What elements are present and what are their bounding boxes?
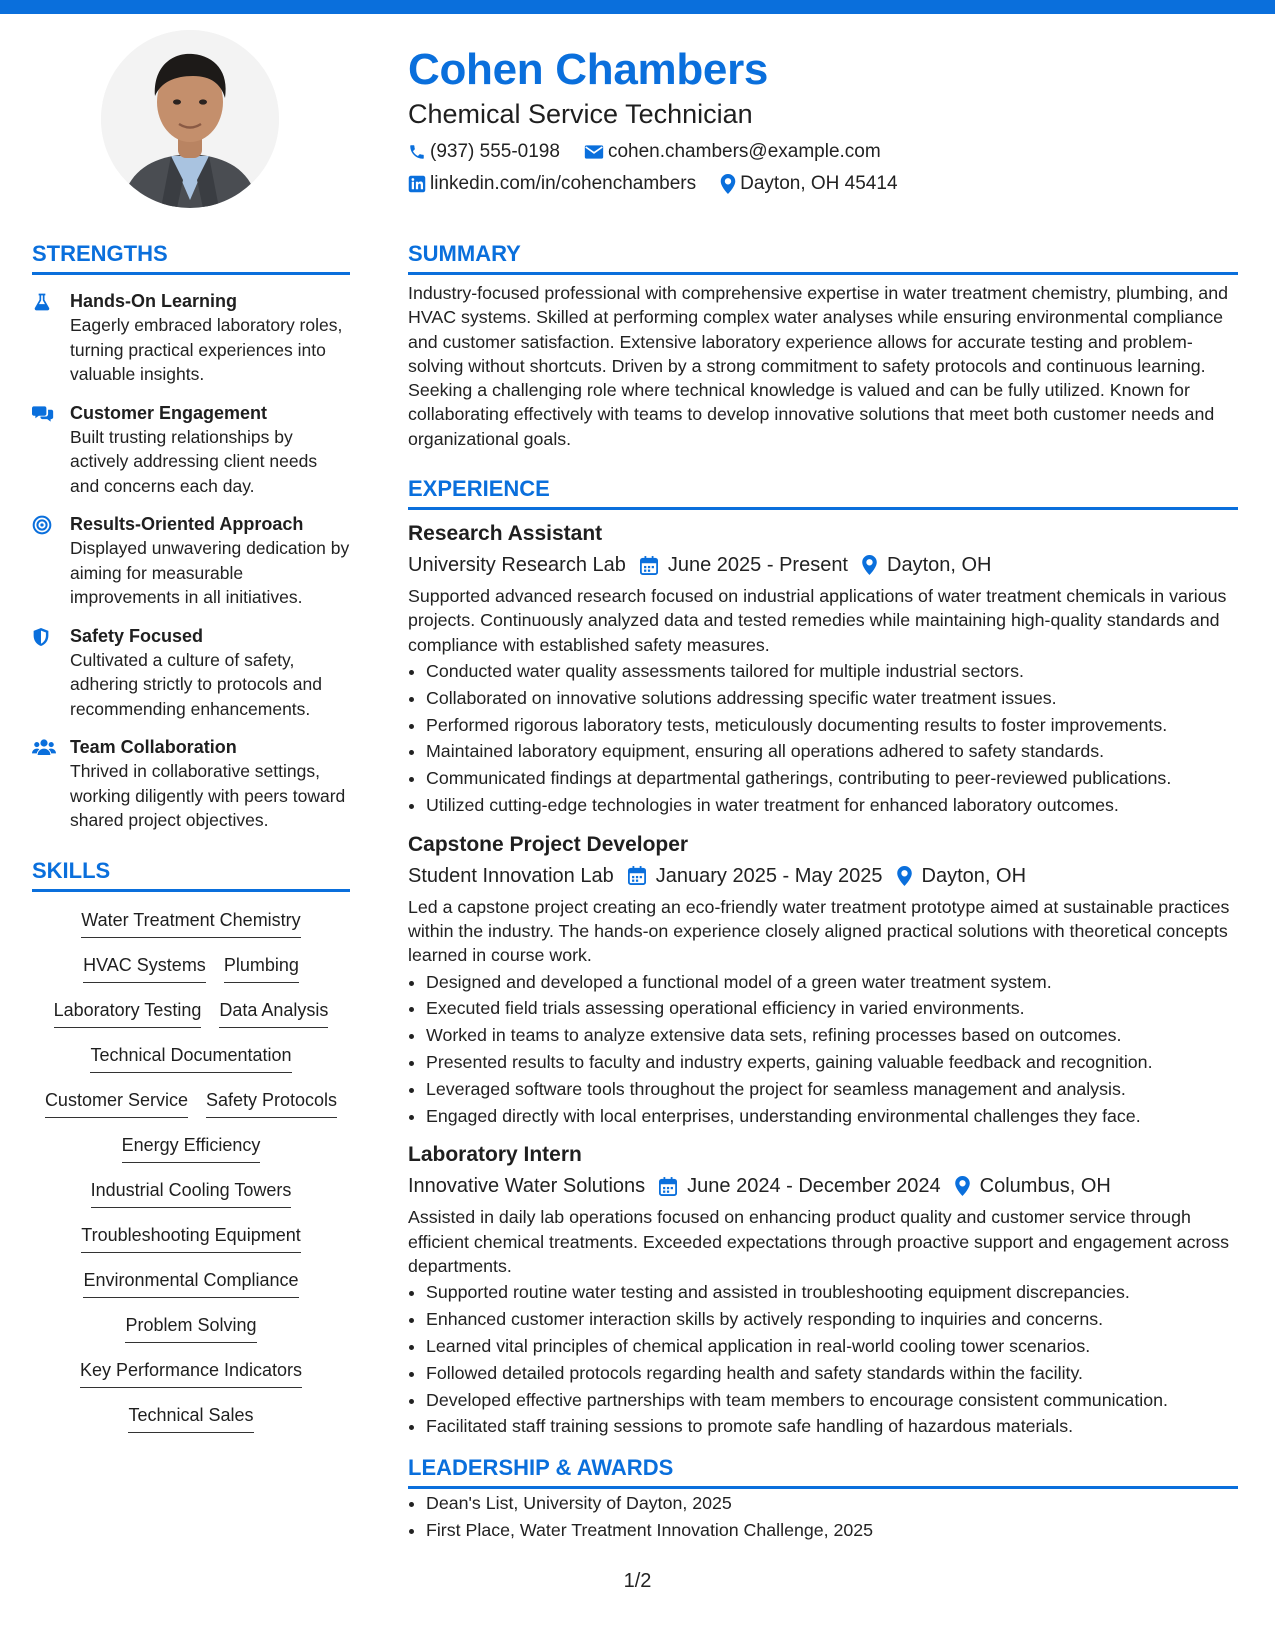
strength-desc: Displayed unwavering dedication by aiming for measurable improvements in all initiatives. [70, 538, 350, 607]
skill-row [32, 998, 350, 1043]
page-number: 1/2 [623, 1570, 652, 1592]
job-bullets [408, 969, 1238, 1130]
skill-tag: Plumbing [224, 953, 299, 983]
job-location [897, 861, 1026, 891]
strength-title: Team Collaboration [70, 737, 237, 757]
job-location [862, 550, 991, 580]
job-entry [408, 1141, 1238, 1440]
job-location-text: Columbus, OH [979, 1175, 1111, 1198]
strength-item [32, 401, 350, 499]
list-item: • First Place, Water Treatment Innovation Challenge, 2025 [426, 1517, 1238, 1544]
calendar-icon [659, 1177, 677, 1196]
skill-tag: Technical Documentation [90, 1043, 291, 1073]
skill-row [32, 1403, 350, 1448]
strength-title: Hands-On Learning [70, 291, 238, 311]
target-icon [32, 515, 52, 535]
summary-text: Industry-focused professional with comprehensive expertise in water treatment chemistry, plumbing, and HVAC systems. Skilled at performing complex water analyses while ensuring environmental compliance and customer satisfaction. Extensive laboratory experience allows for accurate testing and problem-solving without shortcuts. Driven by a strong commitment to safety protocols and continuous learning. Seeking a challenging role where technical knowledge is valued and can be fully utilized. Known for collaborating effectively with teams to develop innovative solutions that meet both customer needs and organizational goals. [408, 283, 1228, 449]
linkedin-icon [408, 175, 426, 193]
skill-row [32, 908, 350, 953]
skill-row [32, 1358, 350, 1403]
top-accent-bar [0, 0, 1275, 14]
strength-item [32, 624, 350, 722]
experience-section [408, 475, 1238, 1440]
job-location-text: Dayton, OH [921, 864, 1027, 887]
phone-icon [408, 143, 426, 161]
skill-tag: Key Performance Indicators [80, 1358, 302, 1388]
job-dates [628, 861, 883, 891]
contact-row-1 [408, 140, 1238, 164]
list-item: • Worked in teams to analyze extensive data sets, refining processes based on outcomes. [426, 1022, 1238, 1049]
resume-header [408, 42, 1238, 196]
job-bullets [408, 1279, 1238, 1440]
avatar [101, 30, 279, 208]
job-meta [408, 550, 1238, 580]
left-column [32, 240, 350, 1448]
skill-row [32, 953, 350, 998]
job-dates-text: January 2025 - May 2025 [655, 864, 883, 887]
right-column [408, 240, 1238, 1544]
job-dates [659, 1171, 941, 1201]
phone-contact[interactable] [408, 140, 560, 164]
job-description: Assisted in daily lab operations focused on enhancing product quality and customer service through efficient chemical treatments. Exceeded expectations through proactive support and engagement across departments. [408, 1207, 1230, 1277]
skill-tag: Problem Solving [125, 1313, 256, 1343]
skill-tag: Environmental Compliance [83, 1268, 298, 1298]
chat-bubbles-icon [32, 404, 54, 424]
list-item: • Executed field trials assessing operational efficiency in varied environments. [426, 995, 1238, 1022]
job-location-text: Dayton, OH [887, 554, 992, 577]
job-entry [408, 831, 1238, 1130]
section-divider [32, 272, 350, 275]
email-contact[interactable] [584, 140, 881, 164]
job-location [955, 1171, 1111, 1201]
job-title: Chemical Service Technician [408, 99, 753, 129]
job-entry-title: Research Assistant [408, 522, 603, 546]
map-pin-icon [955, 1176, 970, 1196]
strength-title: Results-Oriented Approach [70, 514, 304, 534]
list-item: • Maintained laboratory equipment, ensuring all operations adhered to safety standards. [426, 738, 1238, 765]
job-entry-title: Laboratory Intern [408, 1143, 582, 1167]
skill-tag: Troubleshooting Equipment [81, 1223, 300, 1253]
skill-row [32, 1133, 350, 1178]
users-icon [32, 738, 56, 756]
section-divider [408, 1486, 1238, 1489]
list-item: • Engaged directly with local enterprises, understanding environmental challenges they face. [426, 1103, 1238, 1130]
job-meta [408, 1171, 1238, 1201]
job-description: Supported advanced research focused on industrial applications of water treatment chemicals in various projects. Continuously analyzed data and tested remedies while maintaining high-quality standards and compliance with established safety measures. [408, 586, 1227, 655]
list-item: • Collaborated on innovative solutions addressing specific water treatment issues. [426, 685, 1238, 712]
job-org: Student Innovation Lab [408, 864, 614, 887]
location-text: Dayton, OH 45414 [740, 173, 898, 194]
summary-heading: SUMMARY [408, 241, 521, 266]
skills-heading: SKILLS [32, 857, 111, 883]
list-item: • Presented results to faculty and industry experts, gaining valuable feedback and recognition. [426, 1049, 1238, 1076]
skill-tag: HVAC Systems [83, 953, 206, 983]
awards-list [408, 1490, 1238, 1544]
shield-icon [32, 627, 50, 647]
strength-item [32, 289, 350, 387]
job-org: Innovative Water Solutions [408, 1175, 646, 1198]
list-item: • Conducted water quality assessments tailored for multiple industrial sectors. [426, 658, 1238, 685]
phone-text: (937) 555-0198 [430, 141, 560, 162]
candidate-name: Cohen Chambers [408, 45, 769, 94]
list-item: • Leveraged software tools throughout the project for seamless management and analysis. [426, 1076, 1238, 1103]
skill-tag: Water Treatment Chemistry [81, 908, 300, 938]
contact-row-2 [408, 172, 1238, 196]
job-dates-text: June 2025 - Present [667, 554, 848, 577]
job-entry-title: Capstone Project Developer [408, 832, 689, 856]
summary-section [408, 240, 1238, 451]
experience-heading: EXPERIENCE [408, 476, 550, 502]
map-pin-icon [897, 866, 912, 886]
job-entry [408, 520, 1238, 819]
leadership-section [408, 1454, 1238, 1544]
strengths-heading: STRENGTHS [32, 241, 168, 266]
list-item: • Facilitated staff training sessions to promote safe handling of hazardous materials. [426, 1413, 1238, 1440]
skill-row [32, 1088, 350, 1133]
skills-section [32, 857, 350, 1448]
strength-desc: Eagerly embraced laboratory roles, turning practical experiences into valuable insights. [70, 315, 343, 384]
strength-item [32, 735, 350, 833]
skill-tag: Safety Protocols [206, 1088, 337, 1118]
job-bullets [408, 658, 1238, 819]
skill-tag: Technical Sales [128, 1403, 253, 1433]
list-item: • Performed rigorous laboratory tests, meticulously documenting results to foster improvements. [426, 712, 1238, 739]
section-divider [408, 507, 1238, 510]
strength-desc: Cultivated a culture of safety, adhering strictly to protocols and recommending enhancements. [70, 649, 322, 719]
strength-title: Customer Engagement [70, 402, 268, 423]
map-pin-icon [862, 555, 877, 575]
linkedin-text: linkedin.com/in/cohenchambers [430, 173, 697, 194]
skill-row [32, 1178, 350, 1223]
linkedin-contact[interactable] [408, 172, 696, 196]
job-meta [408, 861, 1238, 891]
list-item: • Learned vital principles of chemical application in real-world cooling tower scenarios. [426, 1333, 1238, 1360]
calendar-icon [628, 866, 646, 885]
skills-list [32, 908, 350, 1448]
skill-tag: Laboratory Testing [54, 998, 202, 1028]
skill-row [32, 1043, 350, 1088]
list-item: • Designed and developed a functional model of a green water treatment system. [426, 969, 1238, 996]
list-item: • Developed effective partnerships with team members to encourage consistent communication. [426, 1387, 1238, 1414]
skill-row [32, 1313, 350, 1358]
flask-icon [32, 292, 52, 312]
job-dates-text: June 2024 - December 2024 [687, 1175, 941, 1198]
strength-desc: Thrived in collaborative settings, working diligently with peers toward shared project objectives. [70, 761, 346, 830]
map-pin-icon [720, 174, 736, 194]
strengths-section [32, 240, 350, 833]
skill-tag: Data Analysis [219, 998, 328, 1028]
list-item: • Communicated findings at departmental gatherings, contributing to peer-reviewed publications. [426, 765, 1238, 792]
skill-row [32, 1223, 350, 1268]
email-text: cohen.chambers@example.com [607, 141, 881, 162]
list-item: • Dean's List, University of Dayton, 2025 [426, 1490, 1238, 1517]
list-item: • Followed detailed protocols regarding health and safety standards within the facility. [426, 1360, 1238, 1387]
leadership-heading: LEADERSHIP & AWARDS [408, 1455, 674, 1481]
list-item: • Utilized cutting-edge technologies in water treatment for enhanced laboratory outcomes. [426, 792, 1238, 819]
skill-row [32, 1268, 350, 1313]
job-org: University Research Lab [408, 554, 626, 577]
job-description: Led a capstone project creating an eco-friendly water treatment prototype aimed at sustainable practices within the industry. The hands-on experience closely aligned practical solutions with theoretical concepts learned in course work. [408, 896, 1230, 966]
list-item: • Supported routine water testing and assisted in troubleshooting equipment discrepancies. [426, 1279, 1238, 1306]
skill-tag: Customer Service [45, 1088, 188, 1118]
skill-tag: Energy Efficiency [122, 1133, 261, 1163]
strength-desc: Built trusting relationships by actively addressing client needs and concerns each day. [70, 426, 318, 496]
calendar-icon [640, 556, 658, 575]
profile-photo [101, 30, 279, 208]
job-dates [640, 550, 848, 580]
email-icon [584, 143, 604, 161]
location-contact [720, 172, 897, 196]
list-item: • Enhanced customer interaction skills by actively responding to inquiries and concerns. [426, 1306, 1238, 1333]
strength-item [32, 512, 350, 610]
strength-title: Safety Focused [70, 625, 204, 646]
section-divider [408, 272, 1238, 275]
skill-tag: Industrial Cooling Towers [91, 1178, 292, 1208]
section-divider [32, 889, 350, 892]
